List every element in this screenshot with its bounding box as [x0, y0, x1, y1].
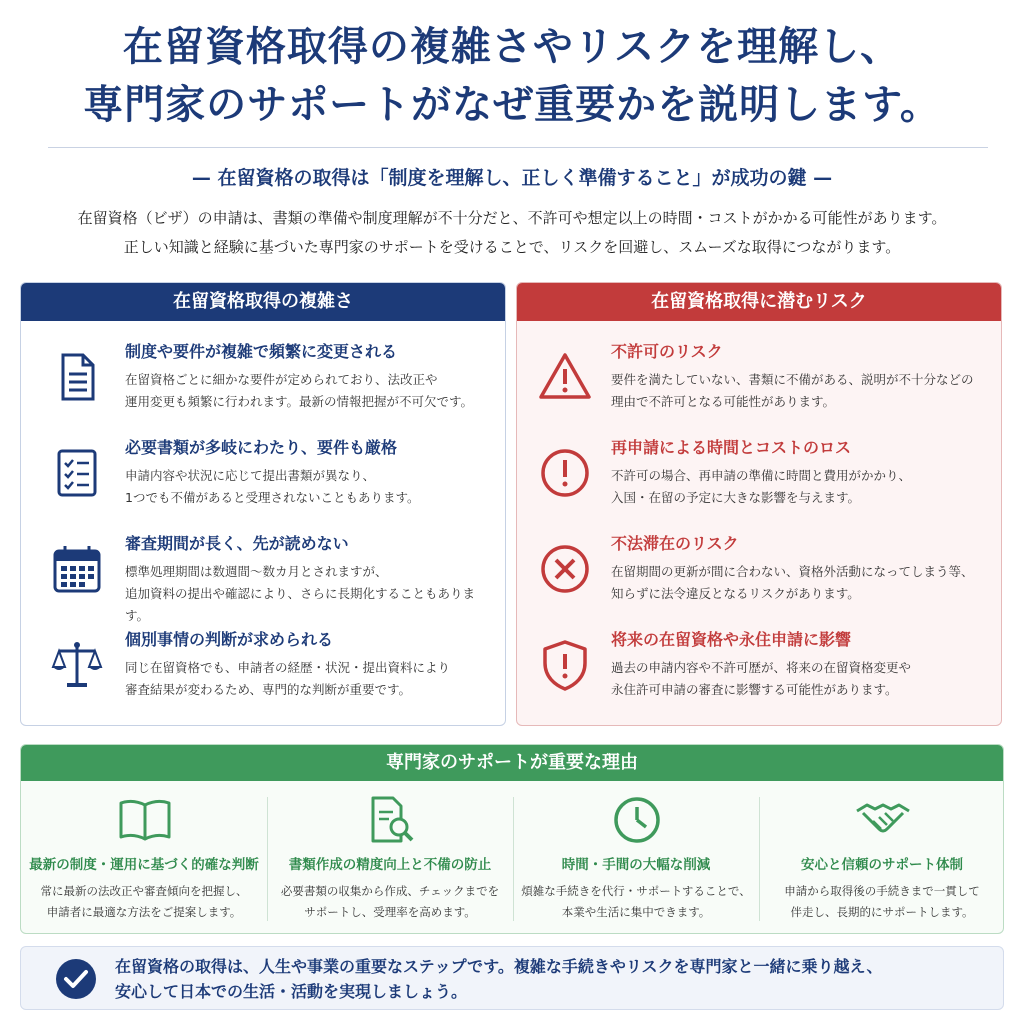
support-item: [759, 781, 1004, 934]
support-item-text: 申請から取得後の手続きまで一貫して 伴走し、長期的にサポートします。: [784, 884, 980, 919]
exclamation-circle-icon: [537, 445, 593, 501]
complexity-item: [21, 629, 506, 725]
risk-item: [517, 341, 1002, 437]
support-item-heading: 書類作成の精度向上と不備の防止: [288, 857, 492, 873]
clock-icon: [609, 795, 665, 845]
checklist-icon: [49, 445, 105, 501]
complexity-item-text: 同じ在留資格でも、申請者の経歴・状況・提出資料により 審査結果が変わるため、専門的な判断が重要です。: [125, 660, 451, 697]
risk-item-text: 要件を満たしていない、書類に不備がある、説明が不十分などの 理由で不許可となる可能性があります。: [611, 372, 974, 409]
complexity-item-text: 申請内容や状況に応じて提出書類が異なり、 1つでも不備があると受理されないこともあります。: [125, 468, 420, 505]
support-item-text: 常に最新の法改正や審査傾向を把握し、 申請者に最適な方法をご提案します。: [40, 884, 248, 919]
title-divider: [48, 147, 988, 148]
shield-warning-icon: [537, 637, 593, 693]
risks-panel-title: 在留資格取得に潜むリスク: [517, 283, 1001, 321]
title-line-1: 在留資格取得の複雑さやリスクを理解し、: [122, 23, 902, 70]
risk-item-heading: 再申請による時間とコストのロス: [611, 438, 852, 457]
support-item-heading: 時間・手間の大幅な削減: [561, 857, 711, 873]
warning-triangle-icon: [537, 349, 593, 405]
checkmark-circle-icon: [55, 958, 97, 1000]
complexity-item: [21, 341, 506, 437]
support-item-heading: 安心と信頼のサポート体制: [801, 857, 963, 873]
scales-icon: [49, 637, 105, 693]
complexity-item-heading: 審査期間が長く、先が読めない: [125, 534, 349, 553]
closing-message-box: [20, 946, 1004, 1010]
complexity-item-heading: 制度や要件が複雑で頻繁に変更される: [125, 342, 398, 361]
complexity-item-heading: 個別事情の判断が求められる: [125, 630, 334, 649]
document-search-icon: [363, 795, 419, 845]
intro-text: [0, 204, 1024, 262]
support-panel-title: 専門家のサポートが重要な理由: [21, 745, 1003, 781]
closing-message: 在留資格の取得は、人生や事業の重要なステップです。複雑な手続きやリスクを専門家と一緒に乗り越え、 安心して日本での生活・活動を実現しましょう。: [115, 957, 883, 1001]
risk-item-text: 在留期間の更新が間に合わない、資格外活動になってしまう等、 知らずに法令違反となるリスクがあります。: [611, 564, 974, 601]
support-item-text: 煩雑な手続きを代行・サポートすることで、 本業や生活に集中できます。: [521, 884, 751, 919]
document-icon: [49, 349, 105, 405]
complexity-item-text: 標準処理期間は数週間〜数カ月とされますが、 追加資料の提出や確認により、さらに長期化することもあります。: [125, 564, 476, 623]
page-title: [0, 18, 1024, 134]
risk-item-heading: 不法滞在のリスク: [611, 534, 739, 553]
title-line-2: 専門家のサポートがなぜ重要かを説明します。: [83, 81, 941, 128]
risk-item: [517, 629, 1002, 725]
support-item-heading: 最新の制度・運用に基づく的確な判断: [29, 857, 259, 873]
complexity-item: [21, 533, 506, 629]
support-item-text: 必要書類の収集から作成、チェックまでを サポートし、受理率を高めます。: [280, 884, 500, 919]
x-circle-icon: [537, 541, 593, 597]
calendar-icon: [49, 541, 105, 597]
complexity-item-text: 在留資格ごとに細かな要件が定められており、法改正や 運用変更も頻繁に行われます。最新の情報把握が不可欠です。: [125, 372, 474, 409]
book-icon: [117, 795, 173, 845]
complexity-item: [21, 437, 506, 533]
complexity-item-heading: 必要書類が多岐にわたり、要件も厳格: [125, 438, 398, 457]
support-panel: [20, 744, 1004, 934]
risks-panel: [516, 282, 1002, 726]
intro-line-1: 在留資格（ビザ）の申請は、書類の準備や制度理解が不十分だと、不許可や想定以上の時間・コストがかかる可能性があります。: [77, 209, 947, 227]
support-item: [513, 781, 759, 934]
risk-item: [517, 437, 1002, 533]
intro-line-2: 正しい知識と経験に基づいた専門家のサポートを受けることで、リスクを回避し、スムーズな取得につながります。: [123, 238, 901, 256]
complexity-panel-title: 在留資格取得の複雑さ: [21, 283, 505, 321]
risk-item-heading: 将来の在留資格や永住申請に影響: [611, 630, 852, 649]
risk-item-text: 不許可の場合、再申請の準備に時間と費用がかかり、 入国・在留の予定に大きな影響を与えます。: [611, 468, 912, 505]
risk-item-text: 過去の申請内容や不許可歴が、将来の在留資格変更や 永住許可申請の審査に影響する可能性があります。: [611, 660, 912, 697]
handshake-icon: [855, 795, 911, 845]
risk-item-heading: 不許可のリスク: [611, 342, 723, 361]
support-item: [21, 781, 267, 934]
subtitle: — 在留資格の取得は「制度を理解し、正しく準備すること」が成功の鍵 —: [191, 167, 833, 189]
complexity-panel: [20, 282, 506, 726]
support-item: [267, 781, 513, 934]
risk-item: [517, 533, 1002, 629]
